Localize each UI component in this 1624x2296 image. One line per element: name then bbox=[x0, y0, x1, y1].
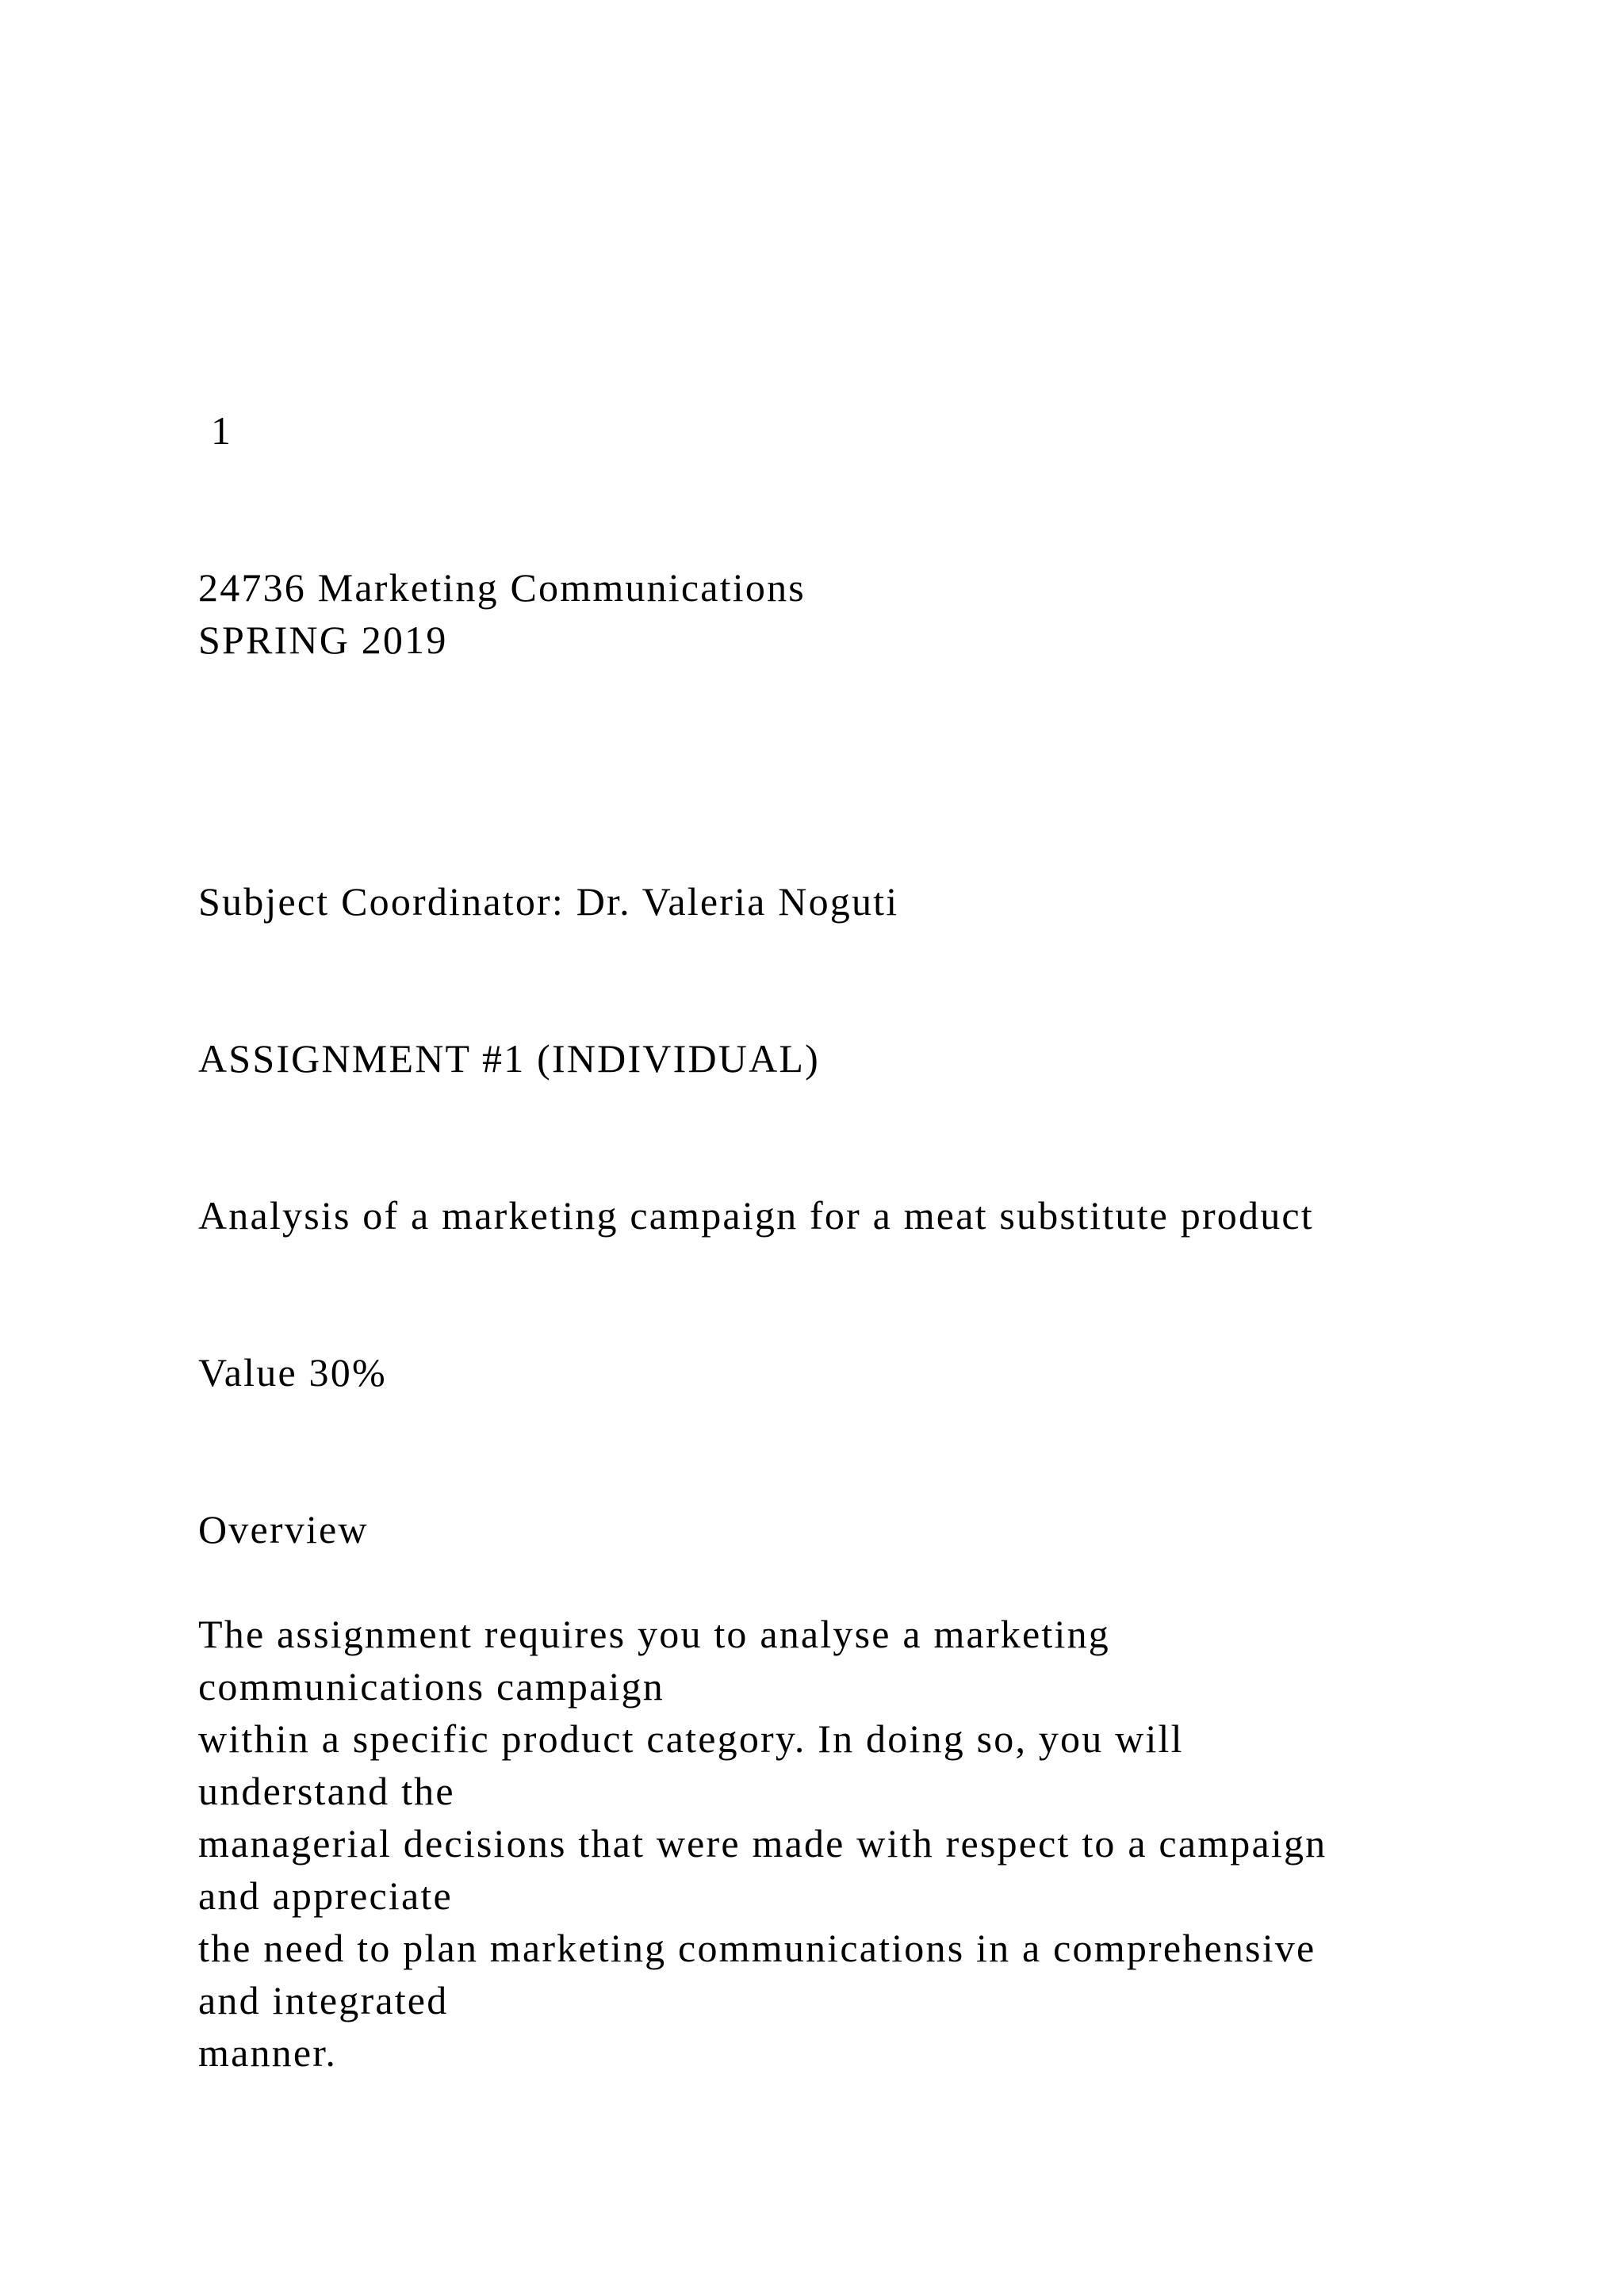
course-title: 24736 Marketing Communications bbox=[198, 565, 806, 610]
page-number: 1 bbox=[211, 408, 233, 453]
assignment-title: ASSIGNMENT #1 (INDIVIDUAL) bbox=[198, 1036, 820, 1081]
paragraph-line: understand the bbox=[198, 1769, 455, 1813]
semester: SPRING 2019 bbox=[198, 618, 448, 662]
paragraph-line: the need to plan marketing communications in a comprehensive bbox=[198, 1926, 1316, 1970]
paragraph-line: and integrated bbox=[198, 1978, 449, 2022]
paragraph-line: within a specific product category. In doing so, you will bbox=[198, 1716, 1184, 1761]
paragraph-line: The assignment requires you to analyse a marketing bbox=[198, 1612, 1110, 1656]
paragraph-line: communications campaign bbox=[198, 1664, 665, 1709]
assignment-value: Value 30% bbox=[198, 1350, 387, 1395]
overview-heading: Overview bbox=[198, 1507, 369, 1552]
subject-coordinator: Subject Coordinator: Dr. Valeria Noguti bbox=[198, 879, 899, 924]
paragraph-line: manner. bbox=[198, 2030, 338, 2075]
paragraph-line: managerial decisions that were made with respect to a campaign bbox=[198, 1821, 1327, 1866]
overview-paragraph bbox=[198, 1608, 1327, 2079]
assignment-subject: Analysis of a marketing campaign for a meat substitute product bbox=[198, 1193, 1314, 1238]
paragraph-line: and appreciate bbox=[198, 1873, 453, 1918]
